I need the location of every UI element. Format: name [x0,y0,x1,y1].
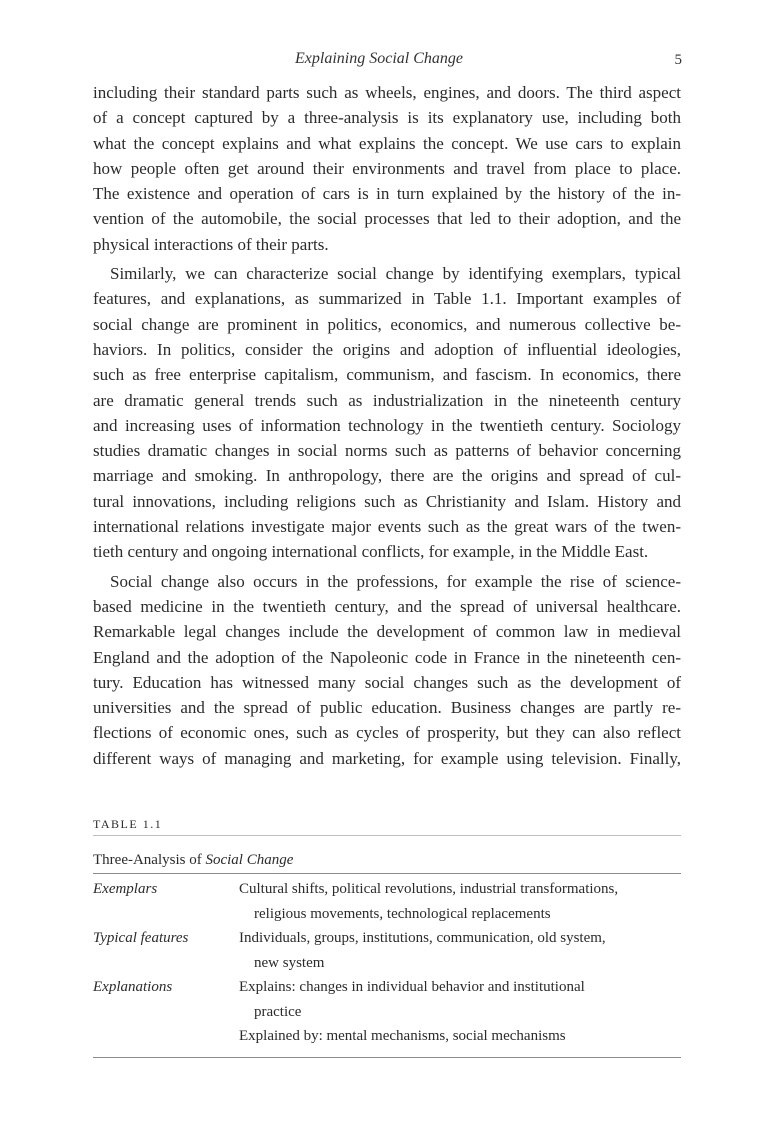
text-line: what the concept explains and what explains the concept. We use cars to explain [93,133,681,153]
text-line: and increasing uses of information technology in the twentieth century. Sociology [93,415,681,435]
cell-line: Explained by: mental mechanisms, social mechanisms [239,1028,566,1044]
table-row [93,926,681,975]
table-body [93,874,681,1058]
text-line: Similarly, we can characterize social change by identifying exemplars, typical [110,264,681,284]
running-title: Explaining Social Change [295,50,463,67]
text-line: flections of economic ones, such as cycles of prosperity, but they can also reflect [93,723,681,743]
table-row [93,877,681,926]
table-caption-prefix: Three-Analysis of [93,852,206,868]
text-line: are dramatic general trends such as industrialization in the nineteenth century [93,390,681,410]
text-line: physical interactions of their parts. [93,234,329,254]
row-content [239,877,681,926]
text-line: different ways of managing and marketing, for example using television. Finally, [93,748,681,768]
row-heading: Explanations [93,979,173,995]
text-line: based medicine in the twentieth century, and the spread of universal healthcare. [93,596,681,616]
cell-line: new system [254,954,325,971]
body-text [93,80,681,771]
table-1-1 [93,816,681,1058]
text-line: tural innovations, including religions such as Christianity and Islam. History and [93,491,681,511]
text-line: Remarkable legal changes include the development of common law in medieval [93,622,681,642]
table-caption [93,850,681,874]
cell-line: Individuals, groups, institutions, communication, old system, [239,930,606,946]
text-line: such as free enterprise capitalism, communism, and fascism. In economics, there [93,365,681,385]
table-caption-italic: Social Change [205,852,294,868]
text-line: tury. Education has witnessed many social changes such as the development of [93,672,681,692]
text-line: haviors. In politics, consider the origins and adoption of influential ideologies, [93,339,681,359]
table-label: TABLE 1.1 [93,816,681,836]
text-line: international relations investigate major events such as the great wars of the twen- [93,517,681,537]
text-line: features, and explanations, as summarized in Table 1.1. Important examples of [93,289,681,309]
text-line: Social change also occurs in the professions, for example the rise of science- [110,571,681,591]
table-row [93,975,681,1049]
cell-line: religious movements, technological replacements [254,905,551,922]
paragraph-1 [93,80,681,257]
cell-line: Cultural shifts, political revolutions, industrial transformations, [239,881,619,897]
row-content [239,975,681,1049]
paragraph-3 [93,569,681,771]
text-line: how people often get around their environments and travel from place to place. [93,158,681,178]
text-line: studies dramatic changes in social norms such as patterns of behavior concerning [93,441,681,461]
running-head [0,50,758,72]
row-content [239,926,681,975]
text-line: vention of the automobile, the social processes that led to their adoption, and the [93,209,681,229]
text-line: marriage and smoking. In anthropology, there are the origins and spread of cul- [93,466,681,486]
text-line: including their standard parts such as wheels, engines, and doors. The third aspect [93,83,681,102]
row-heading: Typical features [93,930,189,946]
text-line: The existence and operation of cars is in turn explained by the history of the in- [93,184,681,204]
row-heading: Exemplars [93,881,158,897]
text-line: universities and the spread of public education. Business changes are partly re- [93,698,681,718]
page-number: 5 [674,52,682,68]
text-line: social change are prominent in politics, economics, and numerous collective be- [93,314,681,334]
text-line: of a concept captured by a three-analysis is its explanatory use, including both [93,108,681,128]
cell-line: practice [254,1003,302,1020]
cell-line: Explains: changes in individual behavior and institutional [239,979,585,995]
text-line: England and the adoption of the Napoleonic code in France in the nineteenth cen- [93,647,681,667]
paragraph-2 [93,261,681,565]
text-line: tieth century and ongoing international conflicts, for example, in the Middle East. [93,542,649,562]
